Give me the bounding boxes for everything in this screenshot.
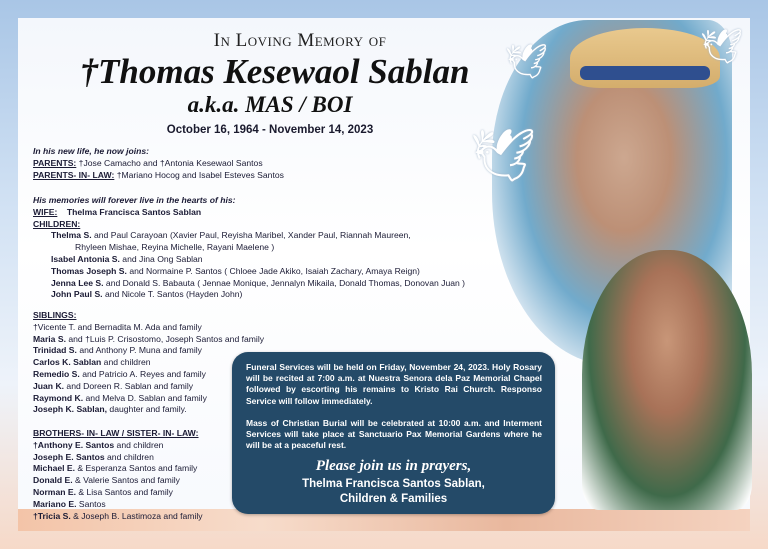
list-item: Rhyleen Mishae, Reyina Michelle, Rayani Maelene ) xyxy=(75,242,275,253)
siblings-section xyxy=(33,310,264,416)
family-signature-2: Children & Families xyxy=(339,493,448,505)
funeral-services-text: Funeral Services will be held on Friday, November 24, 2023. Holy Rosary will be recited at 7:00 a.m. at Nuestra Senora dela Paz Memorial Chapel followed by escorting his remains to Kristo Rai Church. Responso Service will follow immediately. xyxy=(246,362,542,406)
services-card xyxy=(232,352,555,514)
nickname: a.k.a. MAS / BOI xyxy=(187,92,353,117)
list-item: Norman E. & Lisa Santos and family xyxy=(33,486,173,497)
burial-text: Mass of Christian Burial will be celebrated at 10:00 a.m. and Interment Services will take place at Sanctuario Pax Memorial Gardens where he will be at a peaceful rest. xyxy=(246,418,542,451)
dove-icon: 🕊 xyxy=(470,127,537,185)
list-item: Thelma S. and Paul Carayoan (Xavier Paul, Reyisha Maribel, Xander Paul, Riannah Maureen, xyxy=(51,230,411,241)
list-item: Raymond K. and Melva D. Sablan and family xyxy=(33,392,207,403)
list-item: Remedio S. and Patricio A. Reyes and family xyxy=(33,368,206,379)
hat-band xyxy=(580,66,710,80)
siblings-label: SIBLINGS: xyxy=(33,310,77,320)
in-laws-label: BROTHERS- IN- LAW / SISTER- IN- LAW: xyxy=(33,428,199,438)
list-item: †Vicente T. and Bernadita M. Ada and family xyxy=(33,321,202,332)
list-item: Jenna Lee S. and Donald S. Babauta ( Jennae Monique, Jennalyn Mikaila, Donald Thomas, Donovan Juan ) xyxy=(51,277,466,288)
list-item: Joseph K. Sablan, daughter and family. xyxy=(33,404,187,415)
in-laws-list xyxy=(33,440,203,523)
dove-icon: 🕊 xyxy=(700,28,744,66)
children-list xyxy=(33,230,465,301)
joins-section xyxy=(33,146,284,181)
joins-heading: In his new life, he now joins: xyxy=(33,146,150,156)
list-item: Isabel Antonia S. and Jina Ong Sablan xyxy=(51,253,203,264)
hearts-section xyxy=(33,195,465,301)
portrait-photo-inset xyxy=(582,250,752,510)
deceased-name: †Thomas Kesewaol Sablan xyxy=(80,52,470,91)
list-item: Joseph E. Santos and children xyxy=(33,451,154,462)
hearts-heading: His memories will forever live in the hearts of his: xyxy=(33,195,236,205)
in-loving-memory-heading: In Loving Memory of xyxy=(213,30,387,51)
children-label: CHILDREN: xyxy=(33,218,81,229)
parents-line: PARENTS: †Jose Camacho and †Antonia Kesewaol Santos xyxy=(33,157,263,168)
prayer-invite: Please join us in prayers, xyxy=(315,458,472,474)
list-item: Michael E. & Esperanza Santos and family xyxy=(33,463,198,474)
list-item: Donald E. & Valerie Santos and family xyxy=(33,475,180,486)
list-item: †Anthony E. Santos and children xyxy=(33,439,164,450)
in-laws-section xyxy=(33,428,203,522)
list-item: John Paul S. and Nicole T. Santos (Hayden John) xyxy=(51,289,243,300)
list-item: Carlos K. Sablan and children xyxy=(33,357,151,368)
list-item: Mariano E. Santos xyxy=(33,498,106,509)
dove-icon: 🕊 xyxy=(505,43,549,81)
list-item: Trinidad S. and Anthony P. Muna and family xyxy=(33,345,202,356)
parents-in-law-line: PARENTS- IN- LAW: †Mariano Hocog and Isabel Esteves Santos xyxy=(33,169,284,180)
list-item: †Tricia S. & Joseph B. Lastimoza and family xyxy=(33,510,203,521)
list-item: Thomas Joseph S. and Normaine P. Santos ( Chloee Jade Akiko, Isaiah Zachary, Amaya Reign) xyxy=(51,265,420,276)
wife-line: WIFE: Thelma Francisca Santos Sablan xyxy=(33,206,202,217)
siblings-list xyxy=(33,322,264,416)
list-item: Maria S. and †Luis P. Crisostomo, Joseph Santos and family xyxy=(33,333,265,344)
life-dates: October 16, 1964 - November 14, 2023 xyxy=(166,124,374,136)
family-signature-1: Thelma Francisca Santos Sablan, xyxy=(302,478,485,490)
list-item: Juan K. and Doreen R. Sablan and family xyxy=(33,380,194,391)
